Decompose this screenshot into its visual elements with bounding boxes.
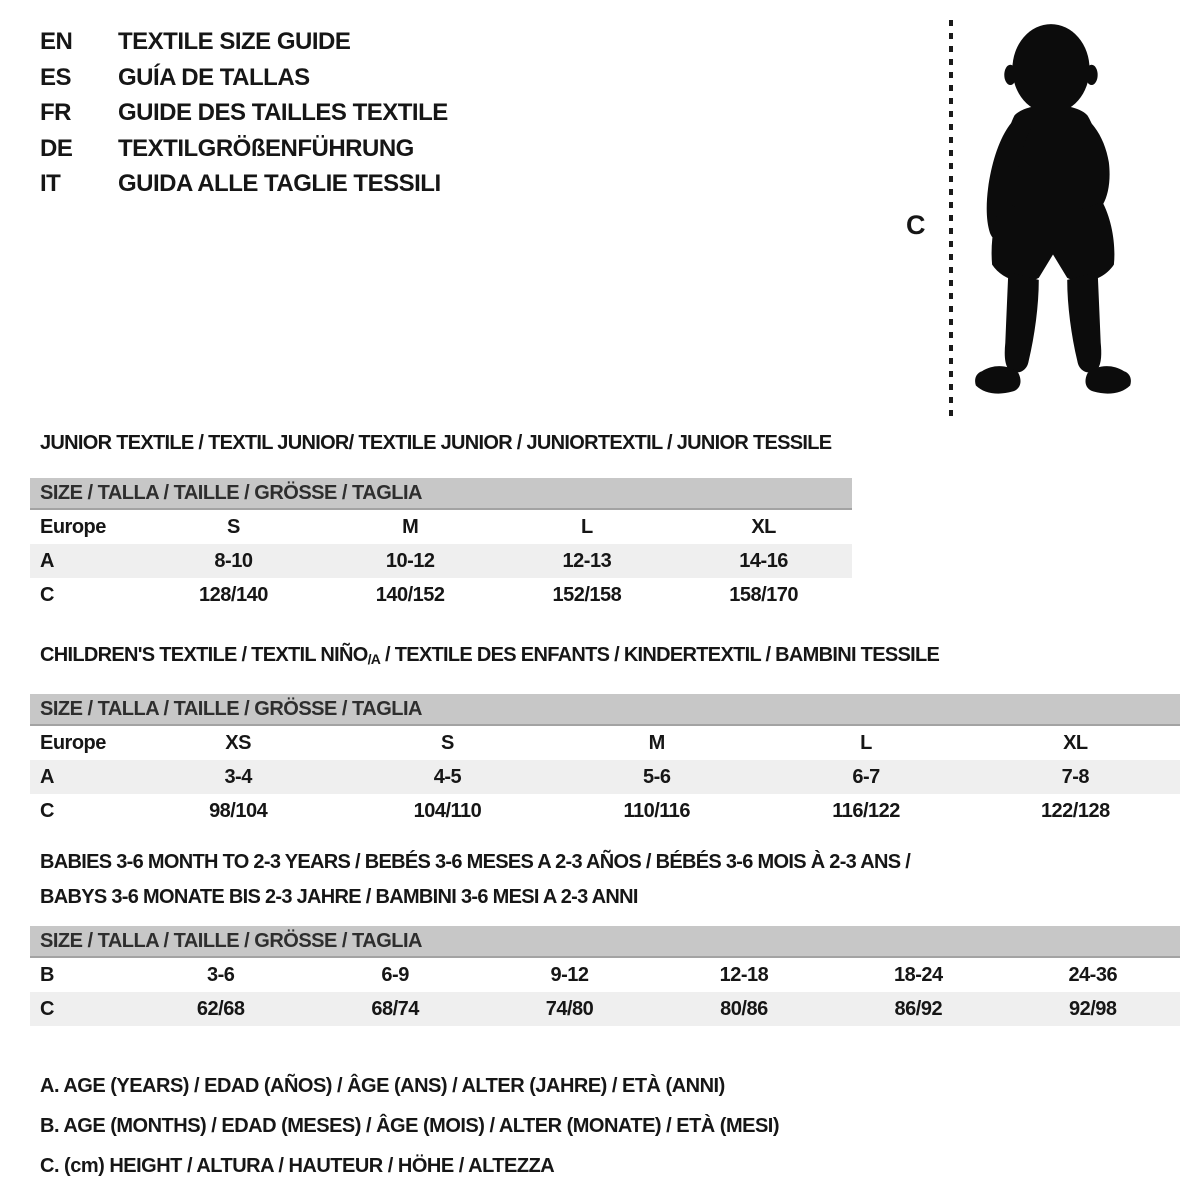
lang-row-fr — [40, 95, 448, 131]
row-label: Europe — [40, 731, 106, 754]
title-subscript: /A — [367, 651, 381, 667]
height-measure-line — [946, 16, 956, 418]
size-cell: 8-10 — [214, 549, 253, 572]
footnotes — [40, 1066, 779, 1186]
size-cell: 3-6 — [207, 963, 235, 986]
table-row — [30, 726, 1180, 760]
row-label: C — [40, 997, 54, 1020]
lang-code: IT — [40, 170, 61, 197]
size-cell: 98/104 — [209, 799, 268, 822]
size-cell: M — [648, 731, 665, 754]
row-label: Europe — [40, 515, 106, 538]
table-row — [30, 544, 852, 578]
size-cell: 128/140 — [199, 583, 268, 606]
row-label: B — [40, 963, 54, 986]
size-cell: 116/122 — [832, 799, 900, 822]
row-label: C — [40, 583, 54, 606]
size-cell: XL — [751, 515, 776, 538]
children-section-title: CHILDREN'S TEXTILE / TEXTIL NIÑO/A / TEXTILE DES ENFANTS / KINDERTEXTIL / BAMBINI TESSILE — [40, 644, 940, 667]
row-label: A — [40, 549, 54, 572]
size-cell: 14-16 — [739, 549, 788, 572]
size-cell: 140/152 — [375, 583, 445, 606]
size-cell: 158/170 — [729, 583, 799, 606]
size-cell: 10-12 — [385, 549, 435, 572]
language-header — [40, 24, 448, 202]
size-cell: 68/74 — [371, 997, 419, 1020]
size-cell: S — [227, 515, 240, 538]
lang-code: DE — [40, 134, 73, 162]
junior-size-table — [30, 510, 852, 612]
table-row — [30, 578, 852, 612]
footnote-c: C. (cm) HEIGHT / ALTURA / HAUTEUR / HÖHE / ALTEZZA — [40, 1155, 555, 1177]
size-cell: 110/116 — [623, 799, 691, 822]
junior-section — [30, 430, 852, 612]
size-cell: XL — [1063, 731, 1088, 754]
size-cell: 18-24 — [894, 963, 943, 986]
table-row — [30, 760, 1180, 794]
lang-row-en — [40, 24, 448, 60]
lang-title: TEXTILE SIZE GUIDE — [118, 28, 351, 55]
size-cell: 4-5 — [433, 765, 462, 788]
lang-title: GUIDA ALLE TAGLIE TESSILI — [118, 170, 441, 197]
lang-code: FR — [40, 99, 71, 126]
babies-section — [30, 845, 1180, 1026]
size-cell: 122/128 — [1040, 799, 1110, 822]
size-cell: 6-9 — [381, 963, 409, 986]
lang-row-es — [40, 60, 448, 96]
size-cell: 80/86 — [720, 997, 768, 1020]
size-cell: L — [860, 731, 872, 754]
size-cell: 5-6 — [643, 765, 671, 788]
lang-title: GUIDE DES TAILLES TEXTILE — [118, 99, 448, 126]
size-cell: S — [441, 731, 454, 754]
toddler-silhouette-icon — [960, 16, 1146, 422]
lang-title: TEXTILGRÖßENFÜHRUNG — [118, 134, 414, 162]
babies-section-title-line1: BABIES 3-6 MONTH TO 2-3 YEARS / BEBÉS 3-6 MESES A 2-3 AÑOS / BÉBÉS 3-6 MOIS À 2-3 ANS / — [40, 851, 911, 873]
size-cell: 24-36 — [1068, 963, 1118, 986]
children-section — [30, 642, 1180, 828]
children-size-header-bar: SIZE / TALLA / TAILLE / GRÖSSE / TAGLIA — [30, 694, 1180, 726]
size-cell: 12-18 — [719, 963, 769, 986]
size-cell: 152/158 — [552, 583, 622, 606]
table-row — [30, 510, 852, 544]
size-cell: XS — [225, 731, 251, 754]
size-cell: L — [581, 515, 593, 538]
size-cell: 92/98 — [1068, 997, 1117, 1020]
size-cell: 12-13 — [562, 549, 612, 572]
table-row — [30, 958, 1180, 992]
table-row — [30, 794, 1180, 828]
footnote-a: A. AGE (YEARS) / EDAD (AÑOS) / ÂGE (ANS) / ALTER (JAHRE) / ETÀ (ANNI) — [40, 1075, 725, 1097]
lang-code: ES — [40, 63, 72, 91]
junior-section-title: JUNIOR TEXTILE / TEXTIL JUNIOR/ TEXTILE JUNIOR / JUNIORTEXTIL / JUNIOR TESSILE — [40, 432, 832, 454]
size-cell: 6-7 — [852, 765, 880, 788]
size-cell: 104/110 — [413, 799, 482, 822]
babies-section-title-line2: BABYS 3-6 MONATE BIS 2-3 JAHRE / BAMBINI 3-6 MESI A 2-3 ANNI — [40, 886, 638, 908]
footnote-b: B. AGE (MONTHS) / EDAD (MESES) / ÂGE (MOIS) / ALTER (MONATE) / ETÀ (MESI) — [40, 1115, 780, 1137]
size-cell: M — [402, 515, 419, 538]
size-cell: 74/80 — [545, 997, 594, 1020]
lang-row-de — [40, 131, 448, 167]
babies-size-table — [30, 958, 1180, 1026]
lang-code: EN — [40, 28, 73, 55]
children-size-table — [30, 726, 1180, 828]
lang-row-it — [40, 166, 448, 202]
lang-title: GUÍA DE TALLAS — [118, 63, 310, 91]
size-cell: 62/68 — [196, 997, 245, 1020]
row-label: A — [40, 765, 54, 788]
figure-height-label: C — [906, 210, 925, 240]
size-cell: 9-12 — [550, 963, 589, 986]
size-cell: 86/92 — [894, 997, 943, 1020]
size-cell: 3-4 — [224, 765, 252, 788]
row-label: C — [40, 799, 54, 822]
size-cell: 7-8 — [1061, 765, 1090, 788]
table-row — [30, 992, 1180, 1026]
babies-size-header-bar: SIZE / TALLA / TAILLE / GRÖSSE / TAGLIA — [30, 926, 1180, 958]
junior-size-header-bar: SIZE / TALLA / TAILLE / GRÖSSE / TAGLIA — [30, 478, 852, 510]
